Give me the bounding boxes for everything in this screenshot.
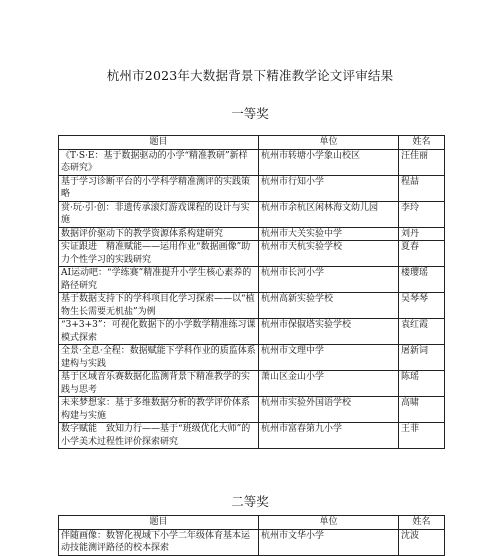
cell-name: 陈瑶: [399, 371, 445, 397]
table-header-row: [59, 516, 445, 530]
table-row: [59, 175, 445, 201]
table-row: [59, 319, 445, 345]
section-title-second-prize: 二等奖: [231, 494, 269, 509]
table-row: [59, 345, 445, 371]
cell-title: 《T·S·E：基于数据驱动的小学“精准教研”新样态研究》: [59, 149, 259, 175]
section-title-first-prize: 一等奖: [231, 106, 269, 121]
cell-unit: 杭州市转塘小学象山校区: [259, 149, 399, 175]
cell-unit: 杭州市富春第九小学: [259, 423, 399, 449]
table-row: [59, 423, 445, 449]
cell-name: 李玲: [399, 201, 445, 227]
cell-unit: 杭州市余杭区闲林海文幼儿园: [259, 201, 399, 227]
cell-name: 程喆: [399, 175, 445, 201]
cell-name: 刘丹: [399, 227, 445, 241]
table-row: [59, 397, 445, 423]
cell-unit: 杭州市大关实验中学: [259, 227, 399, 241]
header-name: 姓名: [399, 516, 445, 530]
cell-title: 基于数据支持下的学科项目化学习探索——以“植物生长需要无机盐”为例: [59, 293, 259, 319]
cell-title: 基于学习诊断平台的小学科学精准测评的实践策略: [59, 175, 259, 201]
cell-name: 屠新词: [399, 345, 445, 371]
cell-unit: 杭州市长河小学: [259, 267, 399, 293]
cell-title: 数字赋能 致知力行——基于“班级优化大师”的小学美术过程性评价探索研究: [59, 423, 259, 449]
cell-title: 实证跟进 精准赋能——运用作业“数据画像”助力个性学习的实践研究: [59, 241, 259, 267]
table-row: [59, 149, 445, 175]
header-unit: 单位: [259, 136, 399, 150]
cell-unit: 萧山区金山小学: [259, 371, 399, 397]
header-title: 题目: [59, 136, 259, 150]
cell-unit: 杭州市文理中学: [259, 345, 399, 371]
table-row: [59, 227, 445, 241]
cell-name: 高啸: [399, 397, 445, 423]
table-row: [59, 371, 445, 397]
cell-title: 伴随画像：数智化视域下小学二年级体育基本运动技能测评路径的校本探索: [59, 529, 259, 555]
cell-name: 夏春: [399, 241, 445, 267]
cell-name: 吴琴琴: [399, 293, 445, 319]
cell-name: 袁红霞: [399, 319, 445, 345]
cell-name: 沈波: [399, 529, 445, 555]
table-header-row: [59, 136, 445, 150]
cell-title: 全景·全息·全程：数据赋能下学科作业的质监体系建构与实践: [59, 345, 259, 371]
document-title: 杭州市2023年大数据背景下精准教学论文评审结果: [106, 68, 394, 83]
table-row: [59, 201, 445, 227]
cell-title: 未来梦想家：基于多维数据分析的教学评价体系构建与实施: [59, 397, 259, 423]
table-row: [59, 293, 445, 319]
header-title: 题目: [59, 516, 259, 530]
cell-unit: 杭州市保俶塔实验学校: [259, 319, 399, 345]
cell-unit: 杭州市天杭实验学校: [259, 241, 399, 267]
table-row: [59, 529, 445, 555]
header-name: 姓名: [399, 136, 445, 150]
first-prize-table: [58, 135, 445, 449]
second-prize-table: [58, 515, 445, 556]
table-row: [59, 267, 445, 293]
cell-title: 基于区域音乐赛数据化监测背景下精准教学的实践与思考: [59, 371, 259, 397]
cell-name: 王菲: [399, 423, 445, 449]
cell-title: 赏·玩·引·创：非遗传承滚灯游戏课程的设计与实施: [59, 201, 259, 227]
header-unit: 单位: [259, 516, 399, 530]
cell-title: “3+3+3”：可视化数据下的小学数学精准练习课模式探索: [59, 319, 259, 345]
cell-unit: 杭州高新实验学校: [259, 293, 399, 319]
cell-name: 楼璎瑶: [399, 267, 445, 293]
cell-unit: 杭州市文华小学: [259, 529, 399, 555]
table-row: [59, 241, 445, 267]
cell-title: AI运动吧：“学练赛”精准提升小学生核心素养的路径研究: [59, 267, 259, 293]
cell-title: 数据评价驱动下的教学资源体系构建研究: [59, 227, 259, 241]
cell-unit: 杭州市实验外国语学校: [259, 397, 399, 423]
cell-unit: 杭州市行知小学: [259, 175, 399, 201]
cell-name: 汪佳丽: [399, 149, 445, 175]
